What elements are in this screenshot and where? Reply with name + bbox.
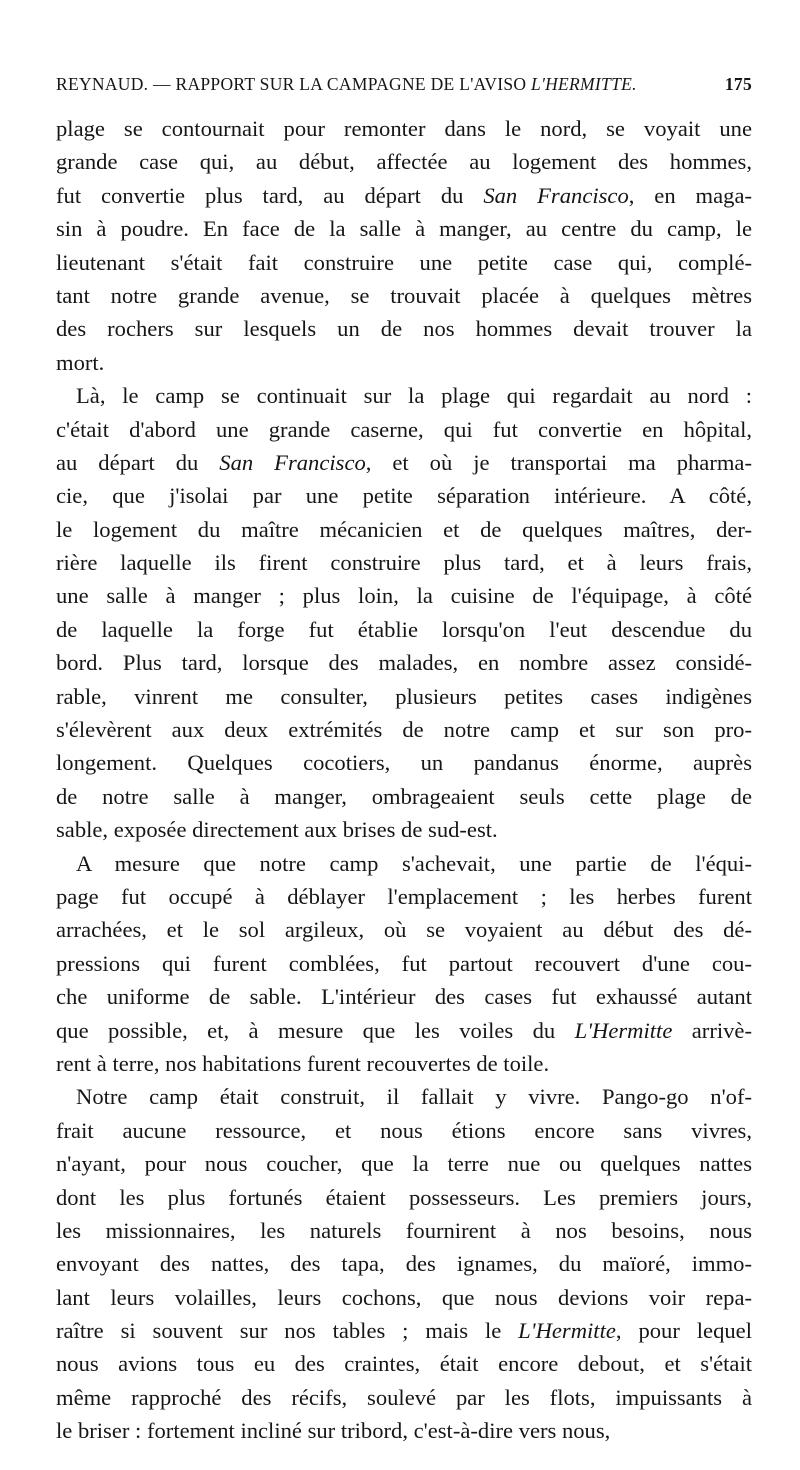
text-line: cie, que j'isolai par une petite séparation intérieure. A côté, — [56, 483, 752, 509]
italic-ship-name: San Francisco — [483, 182, 629, 208]
text-line: les missionnaires, les naturels fournirent à nos besoins, nous — [56, 1217, 752, 1243]
text-line: tant notre grande avenue, se trouvait placée à quelques mètres — [56, 282, 752, 308]
text-line: des rochers sur lesquels un de nos hommes devait trouver la — [56, 316, 752, 342]
text-line: rable, vinrent me consulter, plusieurs petites cases indigènes — [56, 683, 752, 709]
running-dash: — — [148, 74, 176, 94]
text-line: A mesure que notre camp s'achevait, une partie de l'équi- — [76, 850, 752, 876]
text-line: sable, exposée directement aux brises de sud-est. — [56, 817, 498, 843]
text-line: n'ayant, pour nous coucher, que la terre nue ou quelques nattes — [56, 1151, 752, 1177]
text-line: nous avions tous eu des craintes, était encore debout, et s'était — [56, 1351, 752, 1377]
book-page — [56, 72, 752, 1448]
text-line: rière laquelle ils firent construire plus tard, et à leurs frais, — [56, 550, 752, 576]
text-line: sin à poudre. En face de la salle à manger, au centre du camp, le — [56, 216, 752, 242]
text-line: dont les plus fortunés étaient possesseurs. Les premiers jours, — [56, 1184, 752, 1210]
text-segment: raître si souvent sur nos tables ; mais le — [56, 1318, 519, 1344]
text-line: le logement du maître mécanicien et de quelques maîtres, der- — [56, 516, 752, 542]
running-ship-name: L'HERMITTE. — [531, 74, 637, 94]
running-report-title: RAPPORT SUR LA CAMPAGNE DE L'AVISO — [175, 74, 532, 94]
italic-ship-name: L'Hermitte — [518, 1318, 616, 1344]
text-line: même rapproché des récifs, soulevé par les flots, impuissants à — [56, 1384, 752, 1410]
text-line: c'était d'abord une grande caserne, qui fut convertie en hôpital, — [56, 416, 752, 442]
text-line — [56, 1314, 752, 1347]
text-line: envoyant des nattes, des tapa, des ignames, du maïoré, immo- — [56, 1251, 752, 1277]
text-line: lant leurs volailles, leurs cochons, que nous devions voir repa- — [56, 1284, 752, 1310]
text-line: une salle à manger ; plus loin, la cuisine de l'équipage, à côté — [56, 583, 752, 609]
text-line: bord. Plus tard, lorsque des malades, en nombre assez considé- — [56, 650, 752, 676]
italic-ship-name: L'Hermitte — [574, 1017, 673, 1043]
text-segment: , et où je transportai ma pharma- — [365, 449, 752, 475]
text-line — [56, 1014, 752, 1047]
running-title — [56, 74, 637, 95]
italic-ship-name: San Francisco — [219, 449, 366, 475]
text-line: le briser : fortement incliné sur tribord, c'est-à-dire vers nous, — [56, 1418, 611, 1444]
text-line: longement. Quelques cocotiers, un pandanus énorme, auprès — [56, 750, 752, 776]
text-line — [56, 179, 752, 212]
running-head — [56, 72, 752, 106]
text-segment: au départ du — [56, 449, 220, 475]
text-line: rent à terre, nos habitations furent recouvertes de toile. — [56, 1050, 550, 1076]
text-segment: fut convertie plus tard, au départ du — [56, 182, 484, 208]
text-line: pressions qui furent comblées, fut partout recouvert d'une cou- — [56, 950, 752, 976]
text-line: grande case qui, au début, affectée au logement des hommes, — [56, 149, 752, 175]
text-segment: que possible, et, à mesure que les voiles du — [56, 1017, 575, 1043]
page-number: 175 — [724, 74, 752, 94]
text-line: che uniforme de sable. L'intérieur des cases fut exhaussé autant — [56, 984, 752, 1010]
text-segment: arrivè- — [672, 1017, 752, 1043]
text-line: de notre salle à manger, ombrageaient seuls cette plage de — [56, 783, 752, 809]
text-line: s'élevèrent aux deux extrémités de notre camp et sur son pro- — [56, 717, 752, 743]
text-line — [56, 446, 752, 479]
text-line: arrachées, et le sol argileux, où se voyaient au début des dé- — [56, 917, 752, 943]
text-line: mort. — [56, 349, 105, 375]
text-line: frait aucune ressource, et nous étions encore sans vivres, — [56, 1117, 752, 1143]
text-line: page fut occupé à déblayer l'emplacement ; les herbes furent — [56, 883, 752, 909]
text-line: de laquelle la forge fut établie lorsqu'on l'eut descendue du — [56, 616, 752, 642]
text-segment: , en maga- — [628, 182, 752, 208]
text-line: plage se contournait pour remonter dans le nord, se voyait une — [56, 116, 752, 141]
text-segment: , pour lequel — [615, 1318, 752, 1344]
text-line: lieutenant s'était fait construire une petite case qui, complé- — [56, 249, 752, 275]
running-author: REYNAUD. — [56, 74, 149, 94]
text-line: Là, le camp se continuait sur la plage qui regardait au nord : — [76, 383, 752, 409]
body-text — [56, 112, 752, 1448]
text-line: Notre camp était construit, il fallait y vivre. Pango-go n'of- — [76, 1084, 752, 1110]
